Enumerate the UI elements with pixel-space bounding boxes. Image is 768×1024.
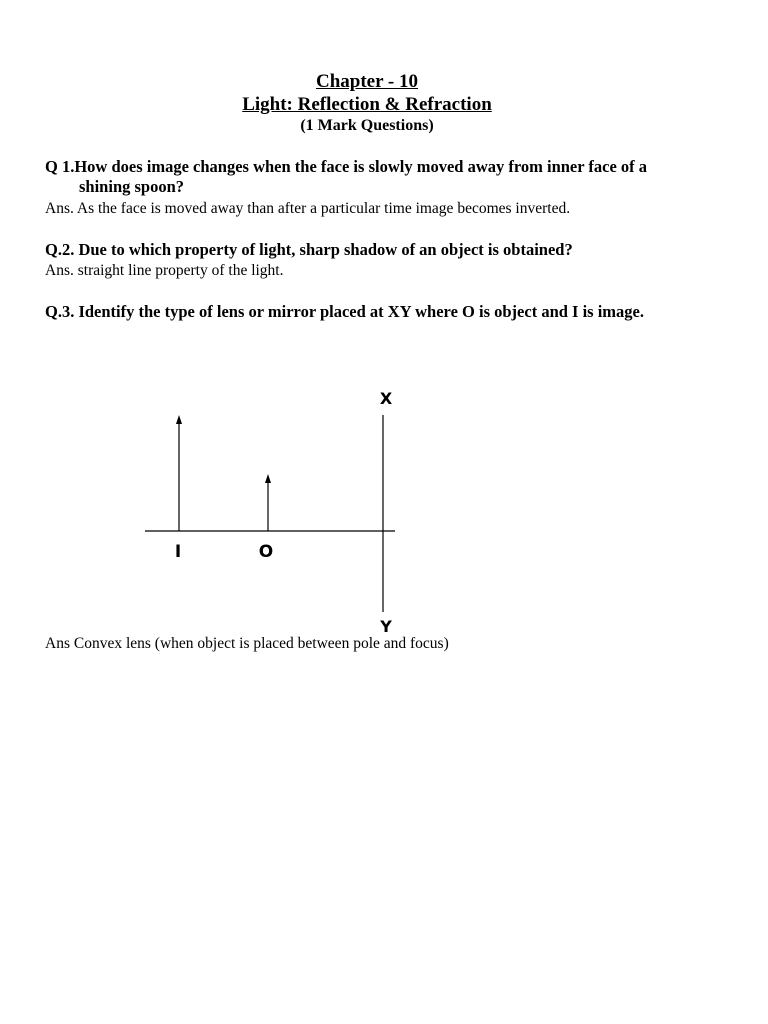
chapter-heading: Chapter - 10 <box>315 71 419 92</box>
optics-diagram <box>0 340 768 640</box>
answer-1: Ans. As the face is moved away than after a particular time image becomes inverted. <box>45 200 571 217</box>
question-2: Q.2. Due to which property of light, sharp shadow of an object is obtained? <box>45 240 573 259</box>
image-arrowhead <box>176 415 182 424</box>
label-object: O <box>258 542 274 562</box>
chapter-title: Light: Reflection & Refraction <box>242 94 492 115</box>
section-subtitle: (1 Mark Questions) <box>300 117 434 134</box>
document-header <box>0 70 734 136</box>
answer-3: Ans Convex lens (when object is placed between pole and focus) <box>45 635 449 652</box>
question-3: Q.3. Identify the type of lens or mirror placed at XY where O is object and I is image. <box>45 302 644 321</box>
question-1-line-2: shining spoon? <box>79 177 185 196</box>
label-image: I <box>174 542 182 562</box>
label-x: X <box>379 389 393 408</box>
label-y: Y <box>380 617 392 636</box>
object-arrowhead <box>265 474 271 483</box>
question-1 <box>45 157 725 197</box>
question-1-line-1: Q 1.How does image changes when the face is slowly moved away from inner face of a <box>45 157 648 176</box>
answer-2: Ans. straight line property of the light. <box>45 262 284 279</box>
